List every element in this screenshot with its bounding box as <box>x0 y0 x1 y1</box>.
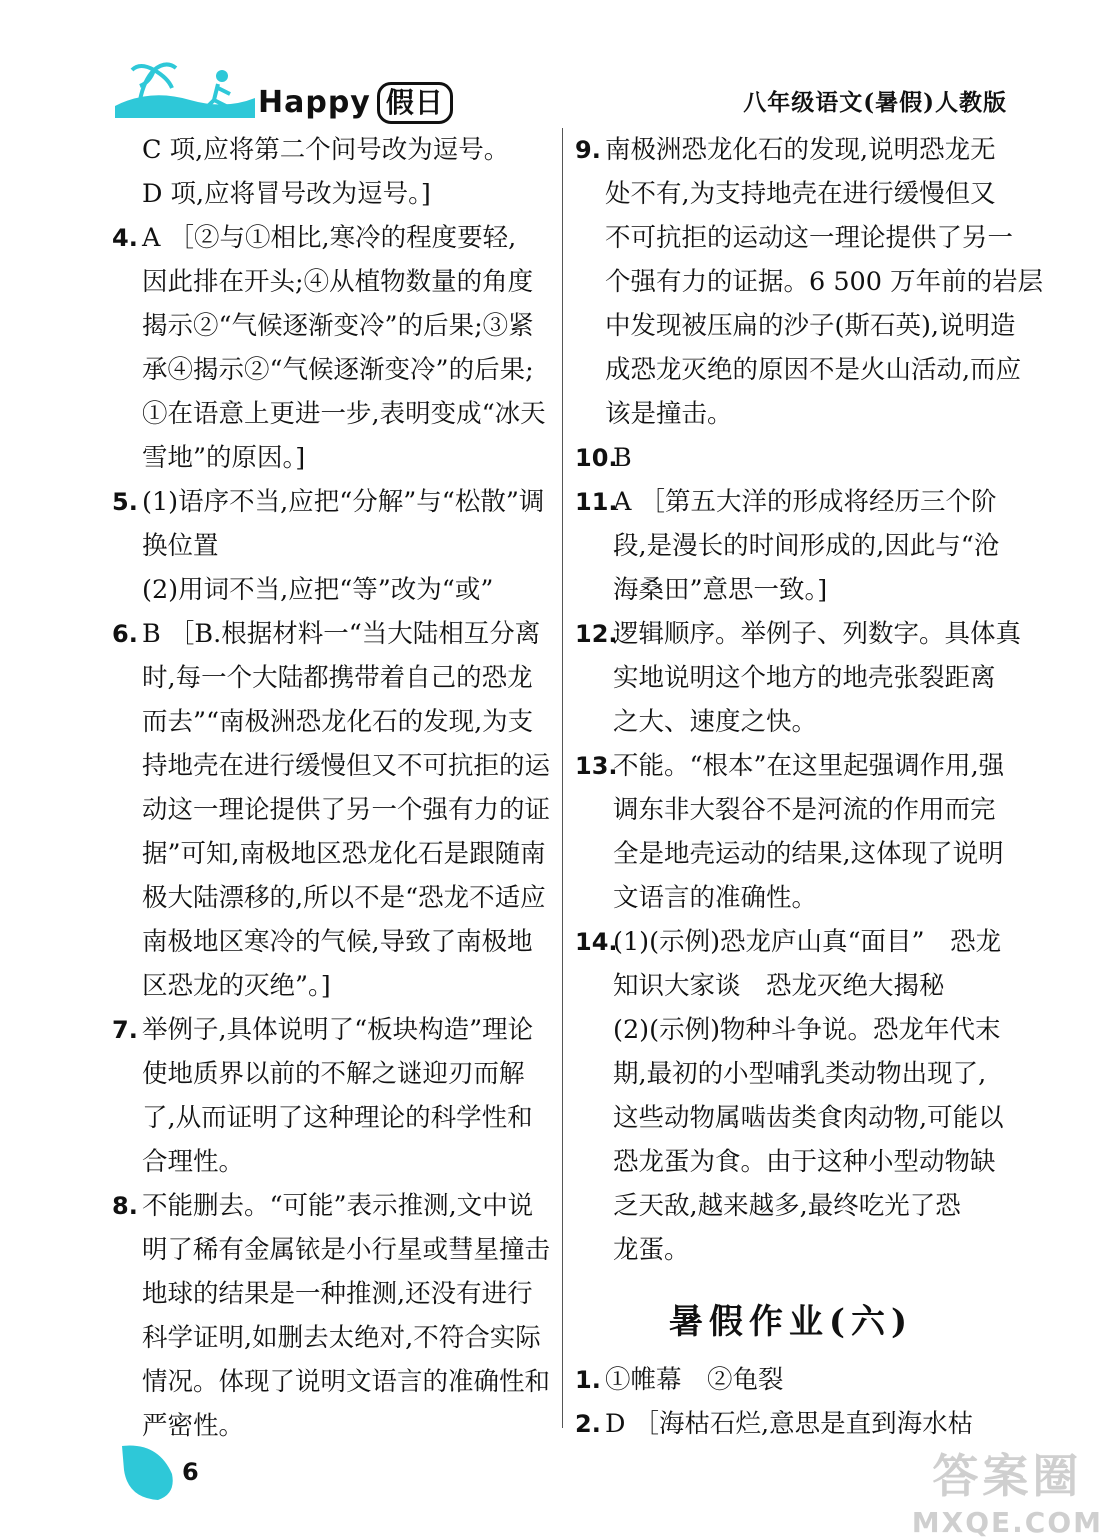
text-line: 科学证明,如删去太绝对,不符合实际 <box>142 1323 541 1353</box>
answer-item-8 <box>112 1184 552 1448</box>
logo-english: Happy <box>258 85 371 120</box>
text-line: 龙蛋。 <box>613 1235 690 1265</box>
answer-item-6 <box>112 612 552 1008</box>
text-line: 文语言的准确性。 <box>613 883 818 913</box>
text-line: 个强有力的证据。6 500 万年前的岩层 <box>605 267 1044 297</box>
text-line: 该是撞击。 <box>605 399 733 429</box>
text-line: 区恐龙的灭绝”。] <box>142 971 331 1001</box>
answer-item-12 <box>575 612 1022 744</box>
text-line: 南极洲恐龙化石的发现,说明恐龙无 <box>605 135 996 165</box>
text-line: 成恐龙灭绝的原因不是火山活动,而应 <box>605 355 1022 385</box>
answer-continuation <box>112 128 552 216</box>
left-column <box>112 128 552 1448</box>
item-number: 5. <box>112 488 138 516</box>
answer-item-11 <box>575 480 1007 612</box>
watermark-logo <box>912 1440 1103 1539</box>
text-line: D ［海枯石烂,意思是直到海水枯 <box>605 1409 974 1439</box>
text-line: ①帷幕 ②龟裂 <box>605 1365 784 1395</box>
item-number: 2. <box>575 1410 601 1438</box>
item-number: 11. <box>575 488 618 516</box>
text-line: 乏天敌,越来越多,最终吃光了恐 <box>613 1191 961 1221</box>
text-line: 地球的结果是一种推测,还没有进行 <box>142 1279 533 1309</box>
text-line: 承④揭示②“气候逐渐变冷”的后果; <box>142 355 534 385</box>
item-number: 10. <box>575 444 618 472</box>
text-line: 换位置 <box>142 531 219 561</box>
text-line: 这些动物属啮齿类食肉动物,可能以 <box>613 1103 1004 1133</box>
text-line: 实地说明这个地方的地壳张裂距离 <box>613 663 996 693</box>
item-number: 6. <box>112 620 138 648</box>
answer-item-13 <box>575 744 1007 920</box>
text-line: 不可抗拒的运动这一理论提供了另一 <box>605 223 1014 253</box>
text-line: 逻辑顺序。举例子、列数字。具体真 <box>613 619 1022 649</box>
text-line: 不能。“根本”在这里起强调作用,强 <box>613 751 1005 781</box>
watermark-main: 答案圈 <box>932 1449 1083 1503</box>
answer-item-s1 <box>575 1358 1007 1402</box>
item-number: 8. <box>112 1192 138 1220</box>
text-line: 揭示②“气候逐渐变冷”的后果;③紧 <box>142 311 534 341</box>
page-number: 6 <box>182 1458 199 1486</box>
subject-title: 八年级语文(暑假)人教版 <box>743 89 1007 116</box>
section-title: 暑假作业(六) <box>668 1302 914 1342</box>
text-line: 动这一理论提供了另一个强有力的证 <box>142 795 551 825</box>
page-header <box>0 0 1117 130</box>
answer-item-4 <box>112 216 552 480</box>
text-line: 之大、速度之快。 <box>613 707 818 737</box>
text-line: A ［第五大洋的形成将经历三个阶 <box>613 487 997 517</box>
watermark-sub: MXQE.COM <box>911 1506 1103 1539</box>
text-line: 严密性。 <box>142 1411 245 1441</box>
text-line: ①在语意上更进一步,表明变成“冰天 <box>142 399 546 429</box>
text-line: 因此排在开头;④从植物数量的角度 <box>142 267 534 297</box>
text-line: 举例子,具体说明了“板块构造”理论 <box>142 1015 534 1045</box>
text-line: 恐龙蛋为食。由于这种小型动物缺 <box>613 1147 996 1177</box>
logo-chinese: 假日 <box>377 82 453 124</box>
item-number: 13. <box>575 752 618 780</box>
text-line: 使地质界以前的不解之谜迎刃而解 <box>142 1059 525 1089</box>
item-number: 1. <box>575 1366 601 1394</box>
text-line: 不能删去。“可能”表示推测,文中说 <box>142 1191 534 1221</box>
text-line: 持地壳在进行缓慢但又不可抗拒的运 <box>142 751 551 781</box>
text-line: 情况。体现了说明文语言的准确性和 <box>142 1367 551 1397</box>
right-column <box>575 128 1044 1446</box>
island-logo-icon <box>110 58 260 118</box>
text-line: 处不有,为支持地壳在进行缓慢但又 <box>605 179 996 209</box>
text-line: D 项,应将冒号改为逗号。] <box>142 179 431 209</box>
text-line: 明了稀有金属铱是小行星或彗星撞击 <box>142 1235 551 1265</box>
text-line: 而去”“南极洲恐龙化石的发现,为支 <box>142 707 534 737</box>
item-number: 12. <box>575 620 618 648</box>
answer-item-9 <box>575 128 1044 436</box>
text-line: A ［②与①相比,寒冷的程度要轻, <box>142 223 517 253</box>
text-line: B ［B.根据材料一“当大陆相互分离 <box>142 619 541 649</box>
text-line: 极大陆漂移的,所以不是“恐龙不适应 <box>142 883 546 913</box>
text-line: 时,每一个大陆都携带着自己的恐龙 <box>142 663 533 693</box>
text-line: 了,从而证明了这种理论的科学性和 <box>142 1103 533 1133</box>
text-line: 调东非大裂谷不是河流的作用而完 <box>613 795 996 825</box>
text-line: 中发现被压扁的沙子(斯石英),说明造 <box>605 311 1016 341</box>
text-line: (2)用词不当,应把“等”改为“或” <box>142 575 494 605</box>
item-number: 9. <box>575 136 601 164</box>
logo-text <box>258 82 453 124</box>
item-number: 7. <box>112 1016 138 1044</box>
leaf-icon <box>118 1440 178 1504</box>
text-line: 期,最初的小型哺乳类动物出现了, <box>613 1059 987 1089</box>
item-number: 4. <box>112 224 138 252</box>
text-line: 合理性。 <box>142 1147 245 1177</box>
text-line: 段,是漫长的时间形成的,因此与“沧 <box>613 531 1000 561</box>
answer-item-14 <box>575 920 1007 1272</box>
text-line: (1)语序不当,应把“分解”与“松散”调 <box>142 487 545 517</box>
text-line: B <box>613 443 632 473</box>
text-line: (2)(示例)物种斗争说。恐龙年代末 <box>613 1015 1001 1045</box>
text-line: 雪地”的原因。] <box>142 443 306 473</box>
answer-item-10 <box>575 436 1007 480</box>
answer-item-7 <box>112 1008 552 1184</box>
text-line: (1)(示例)恐龙庐山真“面目” 恐龙 <box>613 927 1002 957</box>
item-number: 14. <box>575 928 618 956</box>
column-divider <box>562 128 563 1428</box>
text-line: 全是地壳运动的结果,这体现了说明 <box>613 839 1004 869</box>
text-line: 海桑田”意思一致。] <box>613 575 828 605</box>
answer-item-5 <box>112 480 552 612</box>
text-line: 据”可知,南极地区恐龙化石是跟随南 <box>142 839 546 869</box>
text-line: C 项,应将第二个问号改为逗号。 <box>142 135 510 165</box>
text-line: 知识大家谈 恐龙灭绝大揭秘 <box>613 971 945 1001</box>
text-line: 南极地区寒冷的气候,导致了南极地 <box>142 927 533 957</box>
